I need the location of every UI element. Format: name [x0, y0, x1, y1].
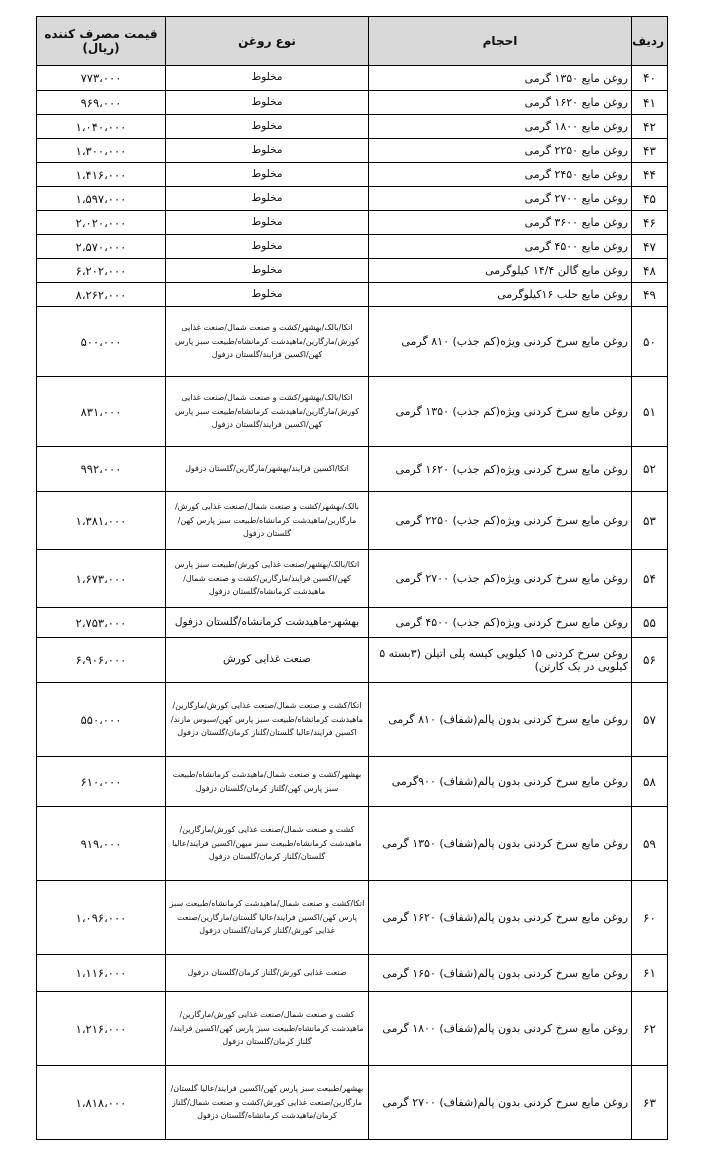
price-cell: ۱،۶۷۳،۰۰۰	[37, 550, 166, 608]
volume-cell: روغن مایع سرخ کردنی بدون پالم(شفاف) ۸۱۰ گرمی	[369, 683, 632, 757]
oil-type-cell: اتکا/کشت و صنعت شمال/صنعت غذایی کورش/مارگارین/ماهیدشت کرمانشاه/طبیعت سبز پارس کهن/سبوس مازند/اکسین فرایند/عالیا گلستان/گلناز کرمان/گلستان دزفول	[166, 683, 369, 757]
oil-type-cell: اتکا/بالک/بهشهر/صنعت غذایی کورش/طبیعت سبز پارس کهن/اکسین فرایند/مارگارین/کشت و صنعت شمال/ماهیدشت کرمانشاه/گلستان دزفول	[166, 550, 369, 608]
oil-type-cell: اتکا/بالک/بهشهر/کشت و صنعت شمال/صنعت غذایی کورش/مارگارین/ماهیدشت کرمانشاه/طبیعت سبز پارس کهن/اکسین فرایند/گلستان دزفول	[166, 307, 369, 377]
price-cell: ۶،۹۰۶،۰۰۰	[37, 638, 166, 683]
table-row	[37, 283, 668, 307]
table-row	[37, 91, 668, 115]
row-number: ۵۵	[632, 608, 668, 638]
oil-type-cell: اتکا/اکسین فرایند/بهشهر/مارگارین/گلستان دزفول	[166, 447, 369, 492]
volume-cell: روغن مایع سرخ کردنی بدون پالم(شفاف) ۲۷۰۰ گرمی	[369, 1066, 632, 1140]
volume-cell: روغن مایع سرخ کردنی بدون پالم(شفاف) ۱۳۵۰ گرمی	[369, 807, 632, 881]
price-cell: ۱،۳۸۱،۰۰۰	[37, 492, 166, 550]
price-cell: ۸۳۱،۰۰۰	[37, 377, 166, 447]
row-number: ۶۰	[632, 881, 668, 955]
oil-type-cell: مخلوط	[166, 283, 369, 307]
table-row	[37, 235, 668, 259]
volume-cell: روغن مایع سرخ کردنی بدون پالم(شفاف) ۱۶۲۰ گرمی	[369, 881, 632, 955]
oil-type-cell: بهشهر-ماهیدشت کرمانشاه/گلستان دزفول	[166, 608, 369, 638]
row-number: ۵۰	[632, 307, 668, 377]
table-row	[37, 608, 668, 638]
price-cell: ۹۶۹،۰۰۰	[37, 91, 166, 115]
row-number: ۵۱	[632, 377, 668, 447]
price-cell: ۵۰۰،۰۰۰	[37, 307, 166, 377]
header-price: قیمت مصرف کننده (ریال)	[37, 17, 166, 66]
volume-cell: روغن مایع ۲۴۵۰ گرمی	[369, 163, 632, 187]
row-number: ۴۱	[632, 91, 668, 115]
volume-cell: روغن مایع ۲۷۰۰ گرمی	[369, 187, 632, 211]
price-cell: ۱،۳۰۰،۰۰۰	[37, 139, 166, 163]
header-oil-type: نوع روغن	[166, 17, 369, 66]
volume-cell: روغن مایع ۲۲۵۰ گرمی	[369, 139, 632, 163]
oil-type-cell: کشت و صنعت شمال/صنعت غذایی کورش/مارگارین/ماهیدشت کرمانشاه/طبیعت سبز میهن/اکسین فرایند/عالیا گلستان/گلناز کرمان/گلستان دزفول	[166, 807, 369, 881]
row-number: ۵۷	[632, 683, 668, 757]
table-row	[37, 638, 668, 683]
price-cell: ۸،۲۶۲،۰۰۰	[37, 283, 166, 307]
volume-cell: روغن مایع سرخ کردنی ویژه(کم جذب) ۲۷۰۰ گرمی	[369, 550, 632, 608]
oil-type-cell: مخلوط	[166, 139, 369, 163]
price-cell: ۱،۲۱۶،۰۰۰	[37, 992, 166, 1066]
price-cell: ۷۷۳،۰۰۰	[37, 66, 166, 91]
volume-cell: روغن مایع ۱۸۰۰ گرمی	[369, 115, 632, 139]
price-cell: ۶۱۰،۰۰۰	[37, 757, 166, 807]
table-row	[37, 550, 668, 608]
row-number: ۵۳	[632, 492, 668, 550]
row-number: ۴۳	[632, 139, 668, 163]
volume-cell: روغن مایع سرخ کردنی ویژه(کم جذب) ۴۵۰۰ گرمی	[369, 608, 632, 638]
price-cell: ۲،۰۲۰،۰۰۰	[37, 211, 166, 235]
volume-cell: روغن مایع سرخ کردنی ویژه(کم جذب) ۸۱۰ گرمی	[369, 307, 632, 377]
row-number: ۴۴	[632, 163, 668, 187]
oil-type-cell: بالک/بهشهر/کشت و صنعت شمال/صنعت غذایی کورش/مارگارین/ماهیدشت کرمانشاه/طبیعت سبز پارس کهن/گلستان دزفول	[166, 492, 369, 550]
row-number: ۴۵	[632, 187, 668, 211]
oil-type-cell: مخلوط	[166, 163, 369, 187]
table-row	[37, 881, 668, 955]
volume-cell: روغن مایع سرخ کردنی ویژه(کم جذب) ۱۶۲۰ گرمی	[369, 447, 632, 492]
table-row	[37, 447, 668, 492]
oil-type-cell: بهشهر/طبیعت سبز پارس کهن/اکسین فرایند/عالیا گلستان/مارگارین/صنعت غذایی کورش/کشت و صنعت شمال/گلناز کرمان/ماهیدشت کرمانشاه/گلستان دزفول	[166, 1066, 369, 1140]
table-row	[37, 807, 668, 881]
oil-type-cell: اتکا/کشت و صنعت شمال/ماهیدشت کرمانشاه/طبیعت سبز پارس کهن/اکسین فرایند/عالیا گلستان/مارگارین/صنعت غذایی کورش/گلناز کرمان/گلستان دزفول	[166, 881, 369, 955]
table-row	[37, 757, 668, 807]
oil-type-cell: کشت و صنعت شمال/صنعت غذایی کورش/مارگارین/ماهیدشت کرمانشاه/طبیعت سبز پارس کهن/اکسین فرایند/گلناز کرمان/گلستان دزفول	[166, 992, 369, 1066]
row-number: ۶۱	[632, 955, 668, 992]
price-cell: ۱،۰۹۶،۰۰۰	[37, 881, 166, 955]
oil-type-cell: مخلوط	[166, 211, 369, 235]
table-row	[37, 187, 668, 211]
row-number: ۵۲	[632, 447, 668, 492]
volume-cell: روغن مایع ۳۶۰۰ گرمی	[369, 211, 632, 235]
price-cell: ۲،۵۷۰،۰۰۰	[37, 235, 166, 259]
table-row	[37, 955, 668, 992]
price-cell: ۲،۷۵۳،۰۰۰	[37, 608, 166, 638]
oil-type-cell: مخلوط	[166, 235, 369, 259]
volume-cell: روغن مایع حلب ۱۶کیلوگرمی	[369, 283, 632, 307]
price-table	[36, 16, 668, 1140]
row-number: ۴۸	[632, 259, 668, 283]
row-number: ۴۷	[632, 235, 668, 259]
volume-cell: روغن مایع سرخ کردنی ویژه(کم جذب) ۲۲۵۰ گرمی	[369, 492, 632, 550]
row-number: ۵۹	[632, 807, 668, 881]
row-number: ۴۹	[632, 283, 668, 307]
table-row	[37, 211, 668, 235]
price-cell: ۹۱۹،۰۰۰	[37, 807, 166, 881]
header-volume: احجام	[369, 17, 632, 66]
table-row	[37, 492, 668, 550]
table-row	[37, 307, 668, 377]
volume-cell: روغن مایع ۴۵۰۰ گرمی	[369, 235, 632, 259]
price-cell: ۱،۸۱۸،۰۰۰	[37, 1066, 166, 1140]
row-number: ۶۲	[632, 992, 668, 1066]
price-cell: ۶،۲۰۲،۰۰۰	[37, 259, 166, 283]
price-cell: ۱،۱۱۶،۰۰۰	[37, 955, 166, 992]
row-number: ۴۲	[632, 115, 668, 139]
oil-type-cell: صنعت غذایی کورش	[166, 638, 369, 683]
table-body	[37, 66, 668, 1140]
price-cell: ۵۵۰،۰۰۰	[37, 683, 166, 757]
oil-type-cell: بهشهر/کشت و صنعت شمال/ماهیدشت کرمانشاه/طبیعت سبز پارس کهن/گلناز کرمان/گلستان دزفول	[166, 757, 369, 807]
row-number: ۵۶	[632, 638, 668, 683]
volume-cell: روغن مایع ۱۳۵۰ گرمی	[369, 66, 632, 91]
oil-type-cell: اتکا/بالک/بهشهر/کشت و صنعت شمال/صنعت غذایی کورش/مارگارین/ماهیدشت کرمانشاه/طبیعت سبز پارس کهن/اکسین فرایند/گلستان دزفول	[166, 377, 369, 447]
row-number: ۴۰	[632, 66, 668, 91]
row-number: ۴۶	[632, 211, 668, 235]
table-row	[37, 377, 668, 447]
oil-type-cell: مخلوط	[166, 187, 369, 211]
volume-cell: روغن مایع ۱۶۲۰ گرمی	[369, 91, 632, 115]
header-row-no: ردیف	[632, 17, 668, 66]
oil-type-cell: مخلوط	[166, 91, 369, 115]
price-cell: ۹۹۲،۰۰۰	[37, 447, 166, 492]
volume-cell: روغن مایع سرخ کردنی بدون پالم(شفاف) ۱۸۰۰ گرمی	[369, 992, 632, 1066]
price-cell: ۱،۵۹۷،۰۰۰	[37, 187, 166, 211]
volume-cell: روغن سرخ کردنی ۱۵ کیلویی کیسه پلی اتیلن (۳بسته ۵ کیلویی در یک کارتن)	[369, 638, 632, 683]
volume-cell: روغن مایع سرخ کردنی ویژه(کم جذب) ۱۳۵۰ گرمی	[369, 377, 632, 447]
oil-type-cell: صنعت غذایی کورش/گلناز کرمان/گلستان دزفول	[166, 955, 369, 992]
table-row	[37, 992, 668, 1066]
row-number: ۵۸	[632, 757, 668, 807]
oil-type-cell: مخلوط	[166, 66, 369, 91]
price-cell: ۱،۰۴۰،۰۰۰	[37, 115, 166, 139]
table-row	[37, 163, 668, 187]
row-number: ۶۳	[632, 1066, 668, 1140]
table-row	[37, 1066, 668, 1140]
row-number: ۵۴	[632, 550, 668, 608]
table-row	[37, 66, 668, 91]
table-row	[37, 683, 668, 757]
volume-cell: روغن مایع سرخ کردنی بدون پالم(شفاف) ۹۰۰گرمی	[369, 757, 632, 807]
oil-type-cell: مخلوط	[166, 259, 369, 283]
table-row	[37, 139, 668, 163]
volume-cell: روغن مایع گالن ۱۴/۴ کیلوگرمی	[369, 259, 632, 283]
volume-cell: روغن مایع سرخ کردنی بدون پالم(شفاف) ۱۶۵۰ گرمی	[369, 955, 632, 992]
header-row	[37, 17, 668, 66]
table-row	[37, 115, 668, 139]
price-cell: ۱،۴۱۶،۰۰۰	[37, 163, 166, 187]
table-row	[37, 259, 668, 283]
oil-type-cell: مخلوط	[166, 115, 369, 139]
